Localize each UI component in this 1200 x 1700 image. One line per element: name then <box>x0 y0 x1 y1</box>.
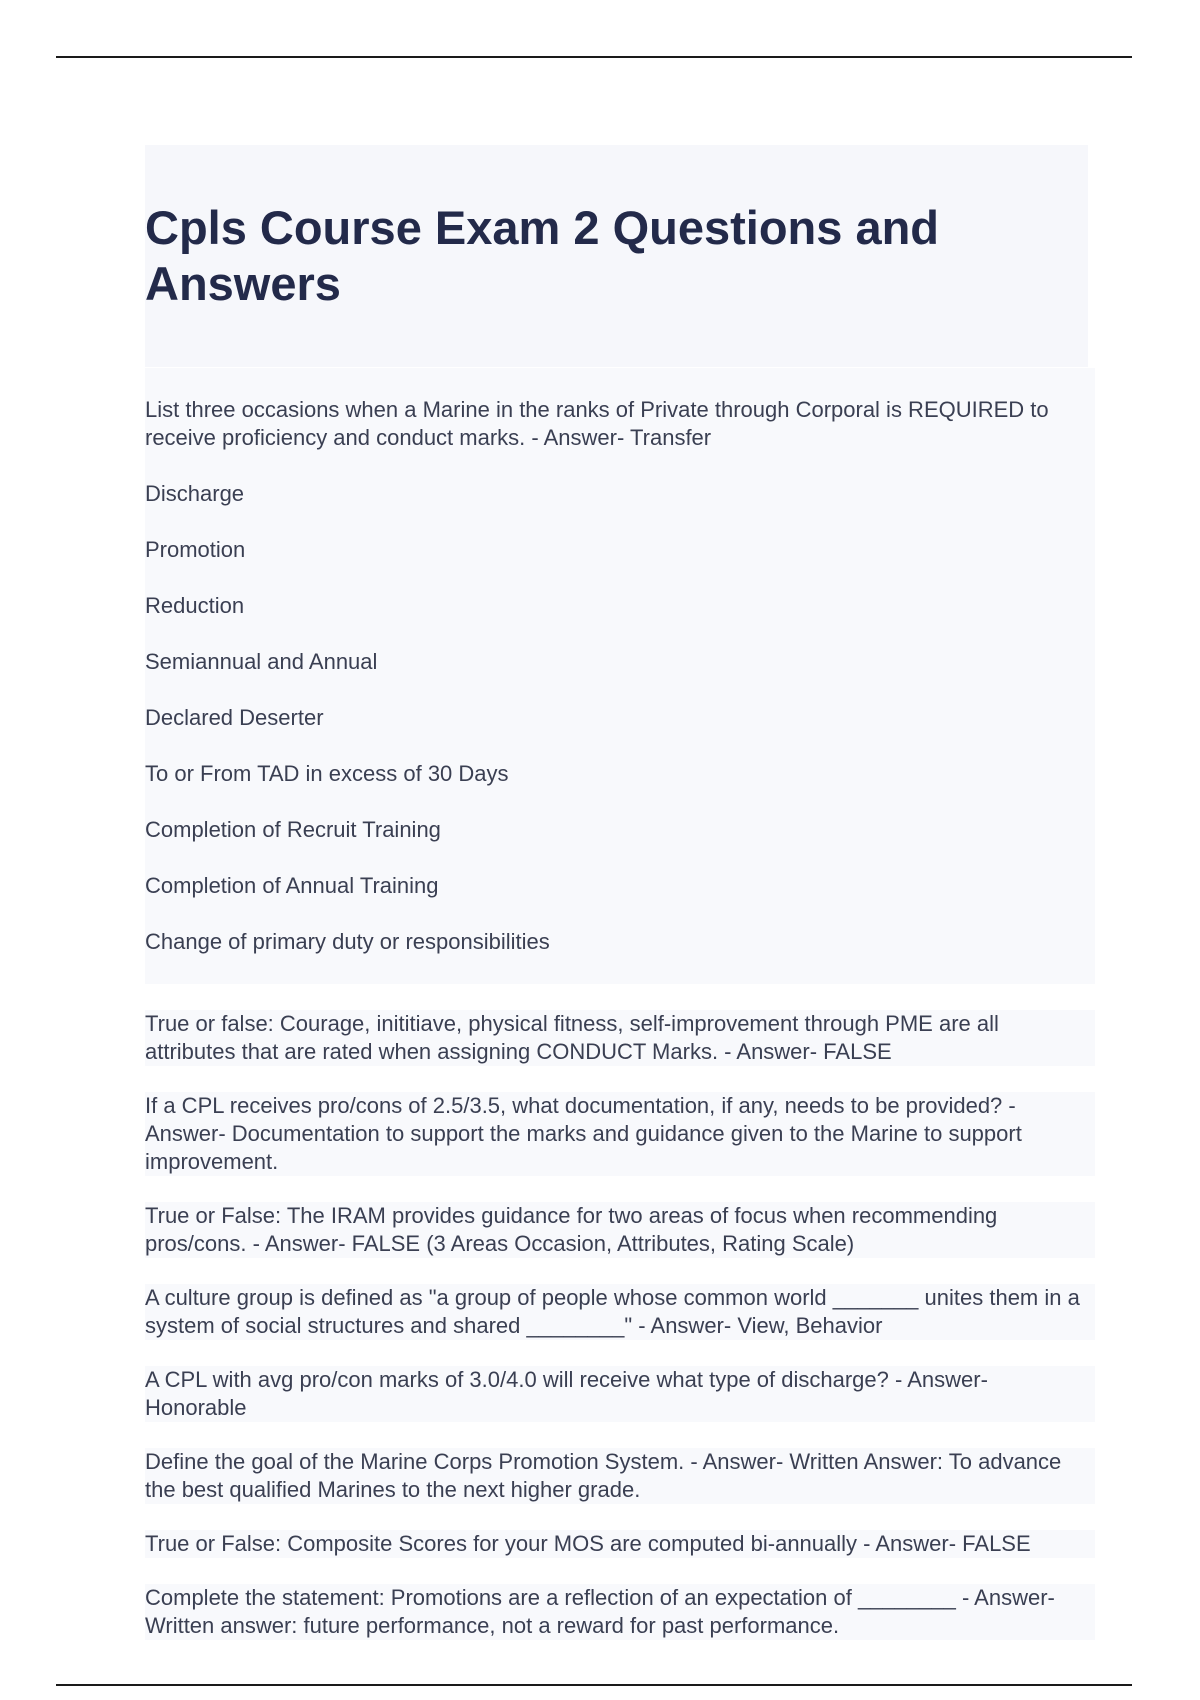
answer-list-item: Completion of Annual Training <box>145 873 439 898</box>
qa-item-8: True or False: Composite Scores for your MOS are computed bi-annually - Answer- FALSE <box>145 1530 1095 1558</box>
qa-item-3: If a CPL receives pro/cons of 2.5/3.5, what documentation, if any, needs to be provided? - Answer- Documentation to support the marks and guidance given to the Marine to support improvement. <box>145 1092 1095 1176</box>
qa-text: List three occasions when a Marine in the ranks of Private through Corporal is REQUIRED to receive proficiency and conduct marks. - Answer- Transfer <box>145 397 1049 450</box>
qa-content <box>145 368 1095 1666</box>
answer-list-item: Declared Deserter <box>145 705 324 730</box>
answer-list-item: Semiannual and Annual <box>145 649 378 674</box>
answer-list-item: Completion of Recruit Training <box>145 817 441 842</box>
qa-item-4: True or False: The IRAM provides guidance for two areas of focus when recommending pros/cons. - Answer- FALSE (3 Areas Occasion, Attributes, Rating Scale) <box>145 1202 1095 1258</box>
answer-list-item: Discharge <box>145 481 245 506</box>
answer-list-item: To or From TAD in excess of 30 Days <box>145 761 509 786</box>
qa-item-6: A CPL with avg pro/con marks of 3.0/4.0 will receive what type of discharge? - Answer- Honorable <box>145 1366 1095 1422</box>
top-divider <box>56 56 1132 58</box>
qa-item-1 <box>145 368 1095 984</box>
qa-item-5: A culture group is defined as "a group of people whose common world _______ unites them in a system of social structures and shared ________" - Answer- View, Behavior <box>145 1284 1095 1340</box>
answer-list-item: Reduction <box>145 593 245 618</box>
qa-item-7: Define the goal of the Marine Corps Promotion System. - Answer- Written Answer: To advance the best qualified Marines to the next higher grade. <box>145 1448 1095 1504</box>
answer-list-item: Promotion <box>145 537 246 562</box>
bottom-divider <box>56 1684 1132 1686</box>
document-title: Cpls Course Exam 2 Questions and Answers <box>145 201 939 310</box>
qa-item-2: True or false: Courage, inititiave, physical fitness, self-improvement through PME are all attributes that are rated when assigning CONDUCT Marks. - Answer- FALSE <box>145 1010 1095 1066</box>
qa-item-9: Complete the statement: Promotions are a reflection of an expectation of ________ - Answer- Written answer: future performance, not a reward for past performance. <box>145 1584 1095 1640</box>
answer-list-item: Change of primary duty or responsibilities <box>145 929 550 954</box>
